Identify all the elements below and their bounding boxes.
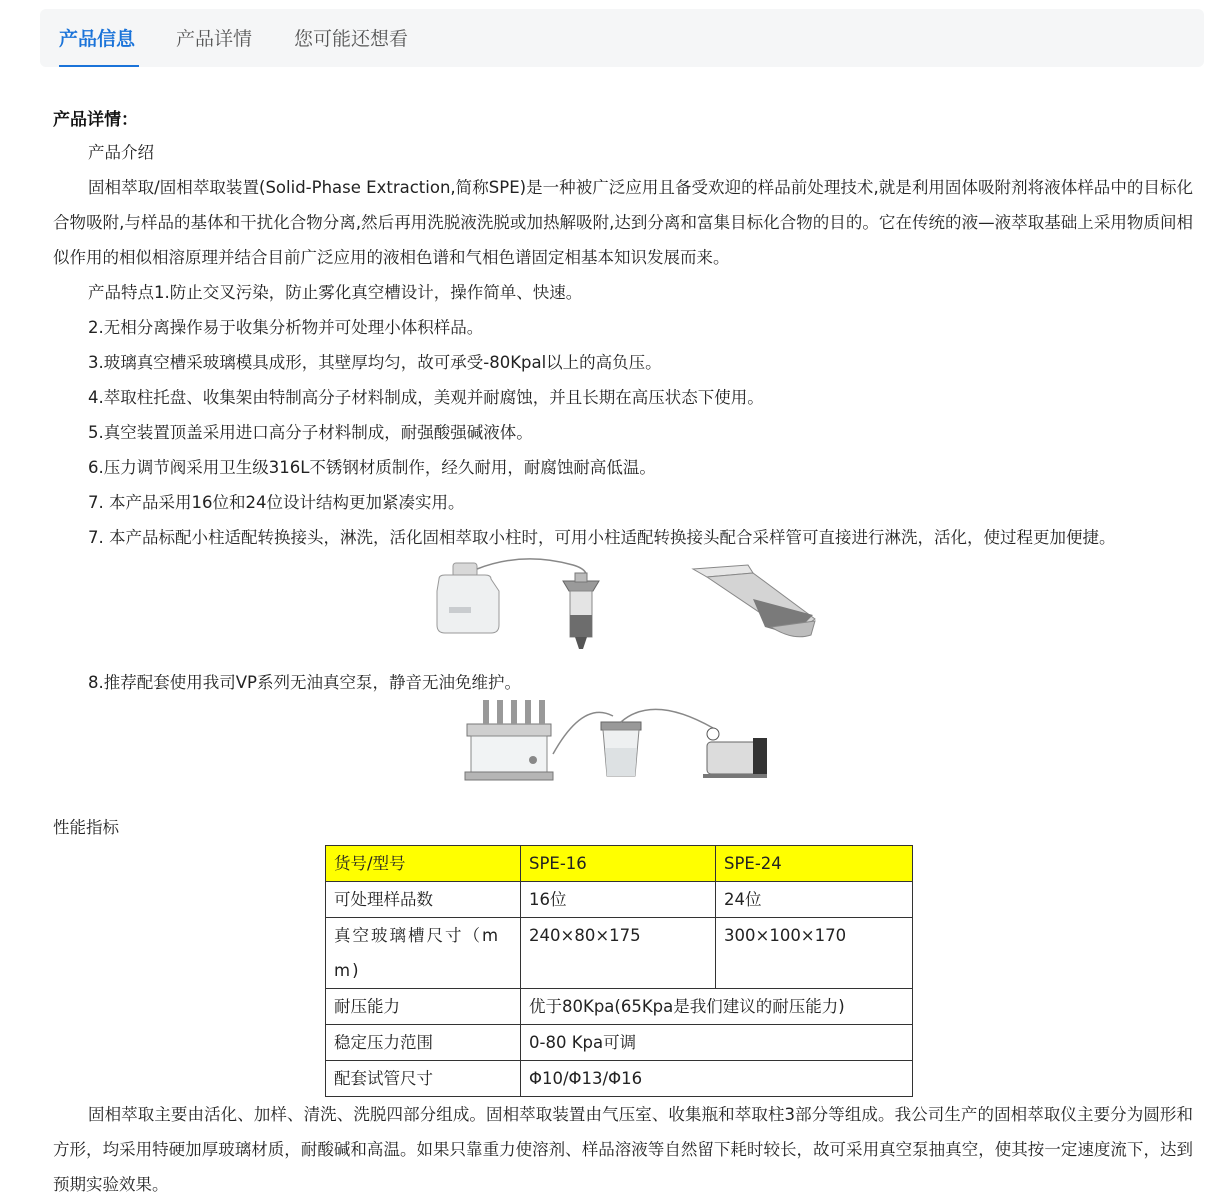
spe-column-adapter-icon	[563, 573, 599, 649]
feature-3: 3.玻璃真空槽采玻璃模具成形，其壁厚均匀，故可承受-80Kpal以上的高负压。	[88, 353, 662, 372]
tab-you-may-like[interactable]: 您可能还想看	[294, 28, 409, 50]
feature-2: 2.无相分离操作易于收集分析物并可处理小体积样品。	[88, 318, 484, 337]
tab-product-detail[interactable]: 产品详情	[176, 28, 253, 50]
active-tab-indicator	[59, 65, 139, 67]
vacuum-pump-icon	[703, 728, 767, 778]
performance-label: 性能指标	[53, 818, 119, 837]
feature-7b: 7. 本产品标配小柱适配转换接头，淋洗，活化固相萃取小柱时，可用小柱适配转换接头配合采样管可直接进行淋洗，活化，使过程更加便捷。	[88, 528, 1116, 547]
table-cell: 配套试管尺寸	[326, 1061, 521, 1097]
table-cell: 真空玻璃槽尺寸（mm)	[326, 918, 521, 989]
vacuum-system-image	[53, 700, 1193, 800]
feature-7a: 7. 本产品采用16位和24位设计结构更加紧凑实用。	[88, 493, 465, 512]
feature-8: 8.推荐配套使用我司VP系列无油真空泵，静音无油免维护。	[88, 673, 521, 692]
table-cell: 优于80Kpa(65Kpa是我们建议的耐压能力)	[521, 989, 913, 1025]
table-cell: 24位	[716, 882, 913, 918]
accessories-illustration	[53, 555, 1193, 665]
intro-label: 产品介绍	[88, 143, 154, 162]
table-header-row	[326, 846, 913, 882]
table-row	[326, 882, 913, 918]
collection-bottle-icon	[437, 559, 586, 633]
vacuum-collection-bottle-icon	[601, 722, 641, 776]
table-row	[326, 1025, 913, 1061]
syringe-tube-icon	[693, 565, 815, 637]
feature-4: 4.萃取柱托盘、收集架由特制高分子材料制成，美观并耐腐蚀，并且长期在高压状态下使用。	[88, 388, 764, 407]
vacuum-system-illustration	[53, 700, 1193, 800]
feature-6: 6.压力调节阀采用卫生级316L不锈钢材质制作，经久耐用，耐腐蚀耐高低温。	[88, 458, 656, 477]
intro-text: 固相萃取/固相萃取装置(Solid-Phase Extraction,简称SPE)是一种被广泛应用且备受欢迎的样品前处理技术,就是利用固体吸附剂将液体样品中的目标化合物吸附,与样品的基体和干扰化合物分离,然后再用洗脱液洗脱或加热解吸附,达到分离和富集目标化合物的目的。它在传统的液—液萃取基础上采用物质间相似作用的相似相溶原理并结合目前广泛应用的液相色谱和气相色谱固定相基本知识发展而来。	[53, 178, 1193, 267]
table-row	[326, 989, 913, 1025]
table-header-cell: 货号/型号	[326, 846, 521, 882]
table-cell: 可处理样品数	[326, 882, 521, 918]
feature-1: 产品特点1.防止交叉污染，防止雾化真空槽设计，操作简单、快速。	[88, 283, 583, 302]
adapter-accessories-image	[53, 555, 1193, 665]
table-cell: 0-80 Kpa可调	[521, 1025, 913, 1061]
table-cell: 300×100×170	[716, 918, 913, 989]
table-cell: 耐压能力	[326, 989, 521, 1025]
table-header-cell: SPE-24	[716, 846, 913, 882]
table-header-cell: SPE-16	[521, 846, 716, 882]
product-detail-content	[53, 105, 1193, 1202]
summary-text: 固相萃取主要由活化、加样、清洗、洗脱四部分组成。固相萃取装置由气压室、收集瓶和萃取柱3部分等组成。我公司生产的固相萃取仪主要分为圆形和方形，均采用特硬加厚玻璃材质，耐酸碱和高温。如果只靠重力使溶剂、样品溶液等自然留下耗时较长，故可采用真空泵抽真空，使其按一定速度流下，达到预期实验效果。	[53, 1105, 1193, 1194]
section-title: 产品详情：	[53, 110, 138, 130]
spe-manifold-icon	[465, 700, 553, 780]
feature-5: 5.真空装置顶盖采用进口高分子材料制成，耐强酸强碱液体。	[88, 423, 533, 442]
spec-table	[325, 845, 913, 1097]
table-row	[326, 1061, 913, 1097]
table-cell: 240×80×175	[521, 918, 716, 989]
table-cell: 稳定压力范围	[326, 1025, 521, 1061]
table-row	[326, 918, 913, 989]
table-cell: 16位	[521, 882, 716, 918]
tab-bar	[40, 9, 1204, 67]
tab-product-info[interactable]: 产品信息	[59, 28, 136, 50]
table-cell: Φ10/Φ13/Φ16	[521, 1061, 913, 1097]
